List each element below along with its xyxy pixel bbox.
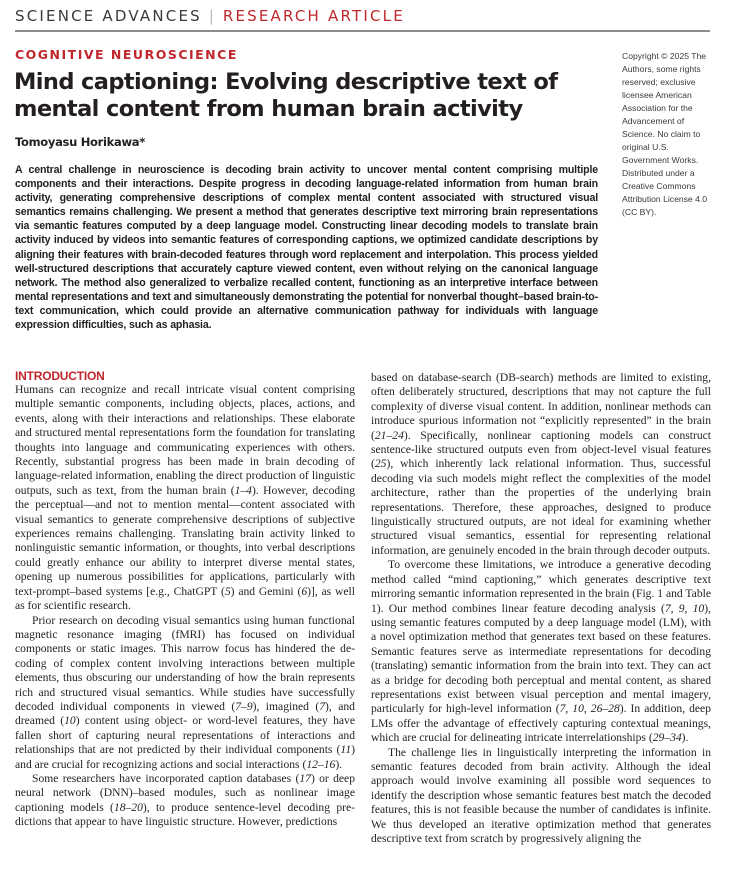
citation-link[interactable]: 7, 9, 10 <box>664 601 705 615</box>
citation-link[interactable]: 6 <box>301 584 308 598</box>
introduction-heading: INTRODUCTION <box>15 369 105 383</box>
citation-link[interactable]: 5 <box>224 584 231 598</box>
article-title: Mind captioning: Evolving descriptive text of mental content from human brain activity <box>14 69 558 122</box>
body-column-left <box>15 369 355 830</box>
citation-link[interactable]: 21–24 <box>374 428 404 442</box>
citation-link[interactable]: 7–9 <box>235 699 253 713</box>
citation-link[interactable]: 7, 10, 26–28 <box>559 702 620 716</box>
left-paragraphs <box>15 383 355 830</box>
citation-link[interactable]: 17 <box>299 771 311 785</box>
body-column-right <box>371 371 711 846</box>
citation-link[interactable]: 10 <box>64 714 76 728</box>
journal-header <box>15 7 710 25</box>
paragraph-text: based on database-search (DB-search) methods are limited to existing, often deliberately structured, descriptions that may not capture the full complexity of diverse visual content. In addition, nonlinear methods can introduce spurious information not “explicitly represented” in the brain ( <box>371 371 711 442</box>
paragraph-text: ), using semantic features computed by a deep language model (LM), with a novel optimization method that generates text based on these features. Semantic features serve as intermediate representations for decoding (translating) semantic information from the brain into text. They can act as a bridge for decoding both perceptual and mental content, as shared representations exist between visual perception and mental imagery, particularly for high-level information ( <box>371 601 711 716</box>
abstract: A central challenge in neuroscience is decoding brain activity to uncover mental content comprising multiple components and their interactions. Despite progress in decoding language-related information from human brain activity, generating comprehensive descriptions of complex mental content associated with structured visual semantics remains challenging. We present a method that generates descriptive text mirroring brain representations via semantic features computed by a deep language model. Constructing linear decoding models to translate brain activity induced by videos into semantic features of corresponding captions, we optimized candidate descriptions by aligning their features with brain-decoded features through word replacement and interpolation. This process yielded well-structured descriptions that accurately capture viewed content, even without relying on the canonical language network. The method also generalized to verbalize recalled content, functioning as an interpretive interface between mental representations and text and simultaneously demonstrating the potential for nonverbal thought–based brain-to-text communication, which could provide an alternative communication pathway for individuals with language expression difficulties, such as aphasia. <box>15 164 598 332</box>
paragraph-text: ). However, decoding the perceptual—and not to mention mental—content associated with visual semantics to generate comprehensive descriptions of subjective experiences remains challenging. Translating brain activity linked to nonlinguistic semantic information, or thoughts, into verbal descriptions could greatly enhance our ability to interpret diverse mental states, opening up numerous possibilities for applications, particularly with text-prompt–based systems [e.g., ChatGPT ( <box>15 483 356 598</box>
citation-link[interactable]: 1–4 <box>234 483 252 497</box>
citation-link[interactable]: 11 <box>340 743 352 757</box>
paragraph-text: ). Specifically, nonlinear captioning models can construct sentence-like structured outputs even from object-level visual features ( <box>371 428 711 471</box>
citation-link[interactable]: 18–20 <box>113 800 143 814</box>
right-paragraphs <box>371 371 711 846</box>
paragraph-text: ). <box>335 757 343 771</box>
paragraph-text: The challenge lies in linguistically interpreting the information in semantic features decoded from brain activity. Although the ideal approach would involve examining all possible word sequences to identify the description whose semantic features best match the decoded features, this is not feasible because the number of candidates is infinite. We thus developed an iterative optimization method that generates descriptive text from scratch by progressively aligning the <box>371 745 711 845</box>
paragraph-text: ) and Gemini ( <box>230 584 302 598</box>
copyright-notice: Copyright © 2025 The Authors, some rights reserved; exclusive licensee American Association for the Advancement of Science. No claim to original U.S. Government Works. Distributed under a Creative Commons Attribution License 4.0 (CC BY). <box>622 51 708 217</box>
paragraph-text: Humans can recognize and recall intricate visual content comprising multiple semantic components, including objects, places, actions, and events, along with their interactions and relationships. These elaborate and structured mental representations form the foundation for translating thoughts into language and communicating experiences with others. Recently, substantial progress has been made in brain decoding of language-related information, enabling the direct production of linguistic outputs, such as text, from the human brain ( <box>15 383 355 497</box>
paragraph-text: ) or deep neural network (DNN)–based modules, such as nonlinear image captioning models ( <box>15 771 356 814</box>
paragraph-text: ), to produce sentence-level decoding predictions that appear to have linguistic structure. However, predictions <box>15 800 355 829</box>
journal-name: SCIENCE ADVANCES <box>15 7 202 25</box>
body-paragraph <box>371 558 711 745</box>
body-paragraph <box>15 772 355 830</box>
header-separator: | <box>208 7 214 25</box>
article-type: RESEARCH ARTICLE <box>222 7 405 25</box>
paragraph-text: ). <box>681 731 689 745</box>
paragraph-text: Some researchers have incorporated caption databases ( <box>32 771 300 785</box>
paragraph-text: ). In addition, deep LMs offer the advantage of effectively capturing contextual meanings, which are crucial for delineating intricate interrelationships ( <box>371 702 711 745</box>
body-paragraph <box>15 614 355 772</box>
header-rule <box>15 30 710 32</box>
citation-link[interactable]: 7 <box>319 699 326 713</box>
citation-link[interactable]: 25 <box>374 457 387 471</box>
paragraph-text: ) and are crucial for recognizing actions and social interactions ( <box>15 743 355 771</box>
citation-link[interactable]: 12–16 <box>306 757 336 771</box>
author-name[interactable]: Tomoyasu Horikawa* <box>15 135 145 149</box>
section-label: COGNITIVE NEUROSCIENCE <box>15 47 238 62</box>
paragraph-text: Prior research on decoding visual semantics using human functional magnetic resonance imaging (fMRI) has focused on individual components or static images. This narrow focus has hindered the decoding of complex content involving interactions between multiple elements, thus obscuring our understanding of how the brain represents rich and structured visual semantics. While studies have successfully decoded individual components in viewed ( <box>15 613 355 713</box>
paragraph-text: ) content using object- or word-level features, they have fallen short of capturing neural representations of interactions and relationships that are not predicted by their individual components ( <box>15 714 355 757</box>
paragraph-text: To overcome these limitations, we introduce a generative decoding method called “mind captioning,” which generates descriptive text mirroring semantic information represented in the brain (Fig. 1 and Table 1). Our method combines linear feature decoding analysis ( <box>371 558 711 615</box>
paragraph-text: ), which inherently lack relational information. Thus, successful decoding via such models might reflect the complexities of the model architecture, rather than the properties of the underlying brain representations. Therefore, these approaches, designed to produce linguistically structured outputs, are not ideal for examining whether structured visual semantics, essential for representing relational information, are genuinely encoded in the brain through decoder outputs. <box>371 457 711 557</box>
paragraph-text: ), and dreamed ( <box>15 699 355 728</box>
body-paragraph <box>15 383 355 614</box>
citation-link[interactable]: 29–34 <box>652 731 682 745</box>
paragraph-text: )], as well as for scientific research. <box>15 584 355 613</box>
body-paragraph <box>371 746 711 847</box>
body-paragraph <box>371 371 711 558</box>
paragraph-text: ), imagined ( <box>252 699 320 713</box>
